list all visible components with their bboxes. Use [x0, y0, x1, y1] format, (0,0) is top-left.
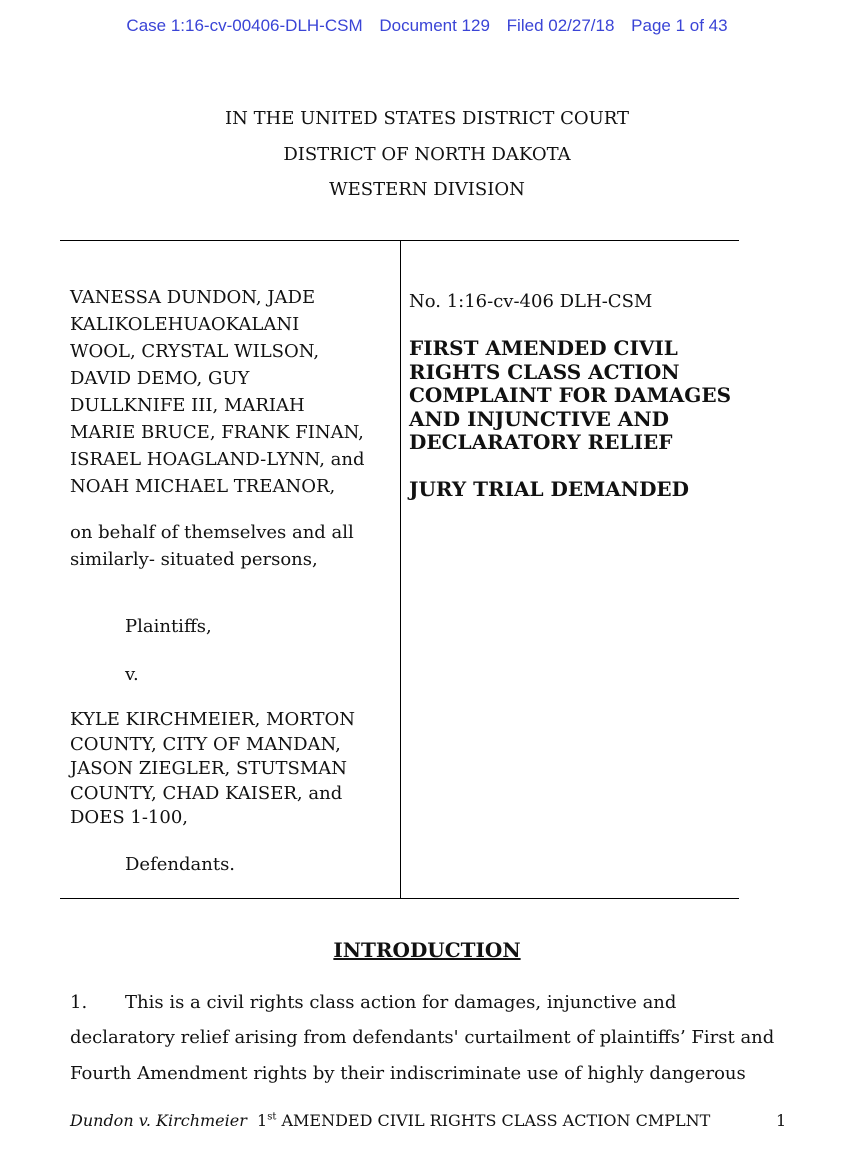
defendant-line: JASON ZIEGLER, STUTSMAN — [70, 758, 348, 779]
plaintiff-line: VANESSA DUNDON, JADE — [70, 287, 316, 308]
paragraph-number: 1. — [70, 992, 88, 1013]
complaint-title-line: COMPLAINT FOR DAMAGES — [409, 383, 732, 407]
plaintiff-line: NOAH MICHAEL TREANOR, — [70, 476, 336, 497]
on-behalf-line: on behalf of themselves and all — [70, 522, 354, 543]
on-behalf-clause — [70, 519, 354, 573]
court-division: WESTERN DIVISION — [329, 179, 525, 200]
page-count-stamp: Page 1 of 43 — [631, 16, 728, 35]
ecf-header-stamp — [0, 16, 854, 36]
plaintiff-line: DAVID DEMO, GUY — [70, 368, 250, 389]
on-behalf-line: similarly- situated persons, — [70, 549, 318, 570]
paragraph-line: This is a civil rights class action for damages, injunctive and — [125, 992, 677, 1013]
paragraph-line: declaratory relief arising from defendants' curtailment of plaintiffs’ First and — [70, 1027, 775, 1048]
plaintiffs-names — [70, 284, 365, 500]
court-district: DISTRICT OF NORTH DAKOTA — [283, 144, 571, 165]
defendant-line: COUNTY, CHAD KAISER, and — [70, 782, 343, 804]
defendant-line: KYLE KIRCHMEIER, MORTON — [70, 709, 355, 730]
jury-demand: JURY TRIAL DEMANDED — [409, 477, 690, 501]
court-name: IN THE UNITED STATES DISTRICT COURT — [224, 108, 630, 129]
plaintiff-line: DULLKNIFE III, MARIAH — [70, 395, 305, 416]
plaintiff-line: MARIE BRUCE, FRANK FINAN, — [70, 422, 364, 443]
plaintiff-line: ISRAEL HOAGLAND-LYNN, and — [70, 449, 365, 470]
defendants-label: Defendants. — [125, 854, 236, 875]
document-number-stamp: Document 129 — [379, 16, 490, 35]
caption-bottom-rule — [60, 898, 739, 899]
footer-ordinal-suffix: st — [267, 1111, 277, 1123]
introduction-heading: INTRODUCTION — [333, 938, 521, 962]
complaint-title — [409, 337, 731, 455]
footer-case-name: Dundon v. Kirchmeier — [70, 1111, 247, 1130]
filed-date-stamp: Filed 02/27/18 — [506, 16, 615, 35]
plaintiff-line: WOOL, CRYSTAL WILSON, — [70, 341, 320, 362]
defendants-names — [70, 708, 355, 831]
footer-ordinal: 1 — [257, 1111, 268, 1130]
complaint-title-line: RIGHTS CLASS ACTION — [409, 359, 680, 384]
caption-divider — [400, 240, 401, 899]
defendant-line: DOES 1-100, — [70, 807, 188, 828]
footer-page-number: 1 — [776, 1111, 787, 1130]
complaint-title-line: AND INJUNCTIVE AND — [409, 406, 669, 431]
footer-title: AMENDED CIVIL RIGHTS CLASS ACTION CMPLNT — [281, 1111, 711, 1130]
plaintiffs-label: Plaintiffs, — [125, 616, 212, 637]
case-number-stamp: Case 1:16-cv-00406-DLH-CSM — [126, 16, 363, 35]
case-number: No. 1:16-cv-406 DLH-CSM — [409, 291, 653, 312]
defendant-line: COUNTY, CITY OF MANDAN, — [70, 733, 341, 755]
complaint-title-line: DECLARATORY RELIEF — [409, 430, 673, 454]
complaint-title-line: FIRST AMENDED CIVIL — [409, 336, 678, 360]
paragraph-line: Fourth Amendment rights by their indiscriminate use of highly dangerous — [70, 1063, 746, 1084]
versus-label: v. — [125, 664, 139, 685]
page-footer — [70, 1111, 710, 1130]
plaintiff-line: KALIKOLEHUAOKALANI — [70, 314, 300, 335]
